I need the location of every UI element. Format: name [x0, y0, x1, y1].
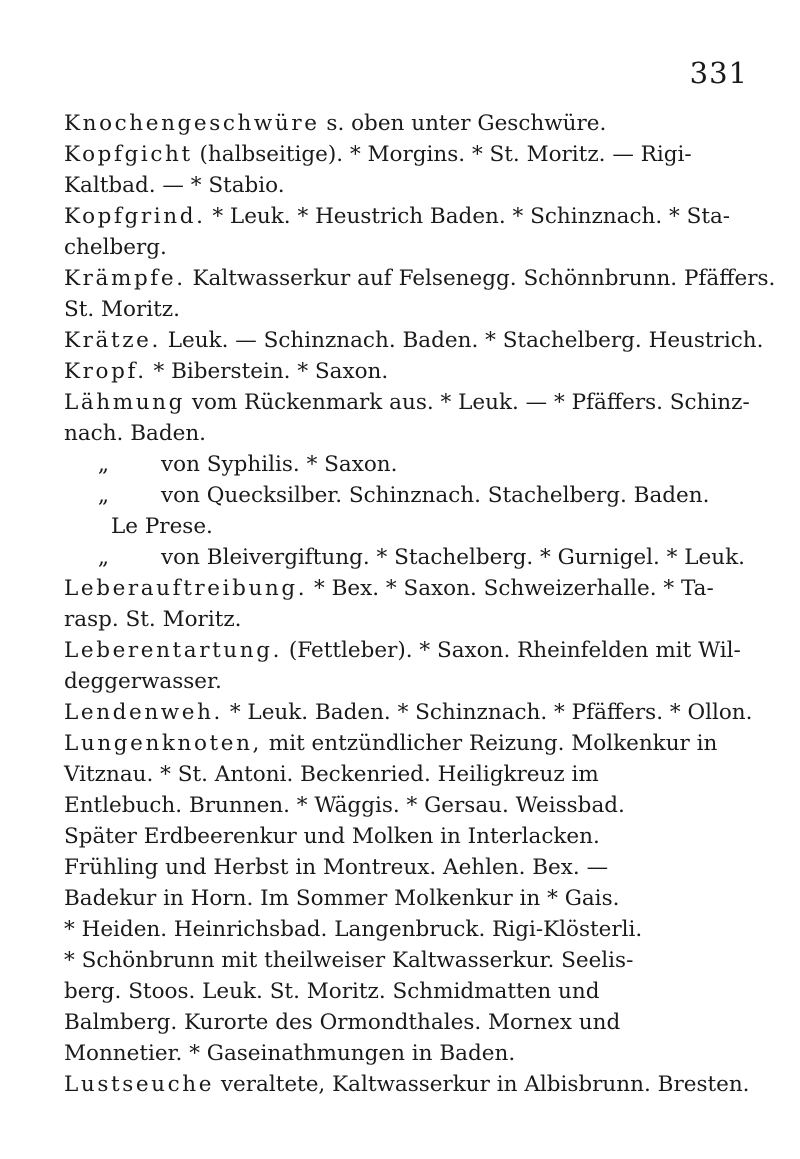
entry-first-line [97, 480, 754, 511]
entry-text: * Biberstein. * Saxon. [146, 359, 389, 384]
index-entry [64, 449, 754, 480]
entry-term: Lendenweh. [64, 700, 223, 725]
entry-text: * Leuk. * Heustrich Baden. * Schinznach. * Sta- [205, 204, 731, 229]
entry-text: (Fettleber). * Saxon. Rheinfelden mit Wil- [282, 638, 741, 663]
entry-text: deggerwasser. [64, 669, 222, 694]
entry-text: Entlebuch. Brunnen. * Wäggis. * Gersau. Weissbad. [64, 793, 625, 818]
entry-first-line [64, 1069, 754, 1100]
entry-first-line [64, 201, 754, 232]
entry-text: * Schönbrunn mit theilweiser Kaltwasserkur. Seelis- [64, 948, 634, 973]
ditto-mark: „ [97, 545, 110, 570]
entry-text: von Syphilis. * Saxon. [161, 452, 398, 477]
index-entry [64, 542, 754, 573]
index-entry [64, 728, 754, 1069]
entry-continuation-line [111, 511, 754, 542]
entry-term: Lähmung [64, 390, 185, 415]
entry-continuation-line [64, 976, 754, 1007]
ditto-mark: „ [97, 483, 110, 508]
entry-continuation-line [64, 914, 754, 945]
index-entry [64, 387, 754, 449]
entry-first-line [64, 139, 754, 170]
entry-continuation-line [64, 232, 754, 263]
index-entry [64, 1069, 754, 1100]
entry-continuation-line [64, 945, 754, 976]
entry-text: * Bex. * Saxon. Schweizerhalle. * Ta- [307, 576, 714, 601]
entry-continuation-line [64, 1007, 754, 1038]
entry-text: von Quecksilber. Schinznach. Stachelberg. Baden. [161, 483, 710, 508]
entry-text: Kaltwasserkur auf Felsenegg. Schönnbrunn. Pfäffers. [185, 266, 776, 291]
entry-term: Kropf. [64, 359, 147, 384]
entry-term: Leberauftreibung. [64, 576, 308, 601]
entry-first-line [64, 728, 754, 759]
entry-text: berg. Stoos. Leuk. St. Moritz. Schmidmatten und [64, 979, 600, 1004]
index-entry [64, 635, 754, 697]
entry-text: (halbseitige). * Morgins. * St. Moritz. — Rigi- [192, 142, 692, 167]
entry-text: Le Prese. [111, 514, 213, 539]
entry-text: veraltete, Kaltwasserkur in Albisbrunn. Bresten. [214, 1072, 750, 1097]
entry-continuation-line [64, 759, 754, 790]
entry-first-line [64, 573, 754, 604]
entry-term: Lungenknoten, [64, 731, 262, 756]
index-entry [64, 325, 764, 356]
index-entries [64, 108, 776, 1100]
entry-continuation-line [64, 821, 754, 852]
entry-continuation-line [64, 852, 754, 883]
entry-text: Später Erdbeerenkur und Molken in Interlacken. [64, 824, 600, 849]
entry-continuation-line [64, 170, 754, 201]
ditto-mark: „ [97, 452, 110, 477]
entry-continuation-line [64, 790, 754, 821]
entry-first-line [64, 263, 776, 294]
entry-text: Badekur in Horn. Im Sommer Molkenkur in * Gais. [64, 886, 620, 911]
entry-text: von Bleivergiftung. * Stachelberg. * Gurnigel. * Leuk. [161, 545, 745, 570]
entry-first-line [97, 449, 754, 480]
entry-first-line [64, 108, 754, 139]
index-entry [64, 356, 754, 387]
entry-first-line [64, 697, 754, 728]
entry-continuation-line [64, 666, 754, 697]
index-entry [64, 108, 754, 139]
entry-continuation-line [64, 883, 754, 914]
entry-term: Kopfgrind. [64, 204, 206, 229]
entry-term: Krätze. [64, 328, 161, 353]
entry-text: vom Rückenmark aus. * Leuk. — * Pfäffers. Schinz- [185, 390, 750, 415]
entry-text: * Heiden. Heinrichsbad. Langenbruck. Rigi-Klösterli. [64, 917, 643, 942]
index-entry [64, 139, 754, 201]
index-entry [64, 697, 754, 728]
entry-text: chelberg. [64, 235, 167, 260]
entry-text: Vitznau. * St. Antoni. Beckenried. Heiligkreuz im [64, 762, 599, 787]
entry-text: Frühling und Herbst in Montreux. Aehlen. Bex. — [64, 855, 609, 880]
entry-text: mit entzündlicher Reizung. Molkenkur in [261, 731, 718, 756]
entry-continuation-line [64, 294, 754, 325]
entry-term: Krämpfe. [64, 266, 186, 291]
entry-first-line [64, 635, 754, 666]
entry-text: s. oben unter Geschwüre. [319, 111, 607, 136]
entry-term: Kopfgicht [64, 142, 193, 167]
index-entry [64, 480, 754, 542]
entry-first-line [64, 325, 764, 356]
entry-text: rasp. St. Moritz. [64, 607, 242, 632]
page-number: 331 [689, 56, 748, 90]
entry-first-line [64, 387, 754, 418]
index-entry [64, 263, 776, 325]
entry-continuation-line [64, 418, 754, 449]
entry-text: Leuk. — Schinznach. Baden. * Stachelberg. Heustrich. [160, 328, 764, 353]
entry-first-line [97, 542, 754, 573]
entry-continuation-line [64, 1038, 754, 1069]
entry-first-line [64, 356, 754, 387]
entry-term: Leberentartung. [64, 638, 283, 663]
entry-text: nach. Baden. [64, 421, 207, 446]
entry-text: St. Moritz. [64, 297, 180, 322]
entry-continuation-line [64, 604, 754, 635]
entry-text: * Leuk. Baden. * Schinznach. * Pfäffers. * Ollon. [223, 700, 753, 725]
index-entry [64, 201, 754, 263]
index-entry [64, 573, 754, 635]
entry-text: Balmberg. Kurorte des Ormondthales. Mornex und [64, 1010, 621, 1035]
entry-text: Monnetier. * Gaseinathmungen in Baden. [64, 1041, 516, 1066]
entry-term: Knochengeschwüre [64, 111, 320, 136]
entry-term: Lustseuche [64, 1072, 215, 1097]
entry-text: Kaltbad. — * Stabio. [64, 173, 285, 198]
